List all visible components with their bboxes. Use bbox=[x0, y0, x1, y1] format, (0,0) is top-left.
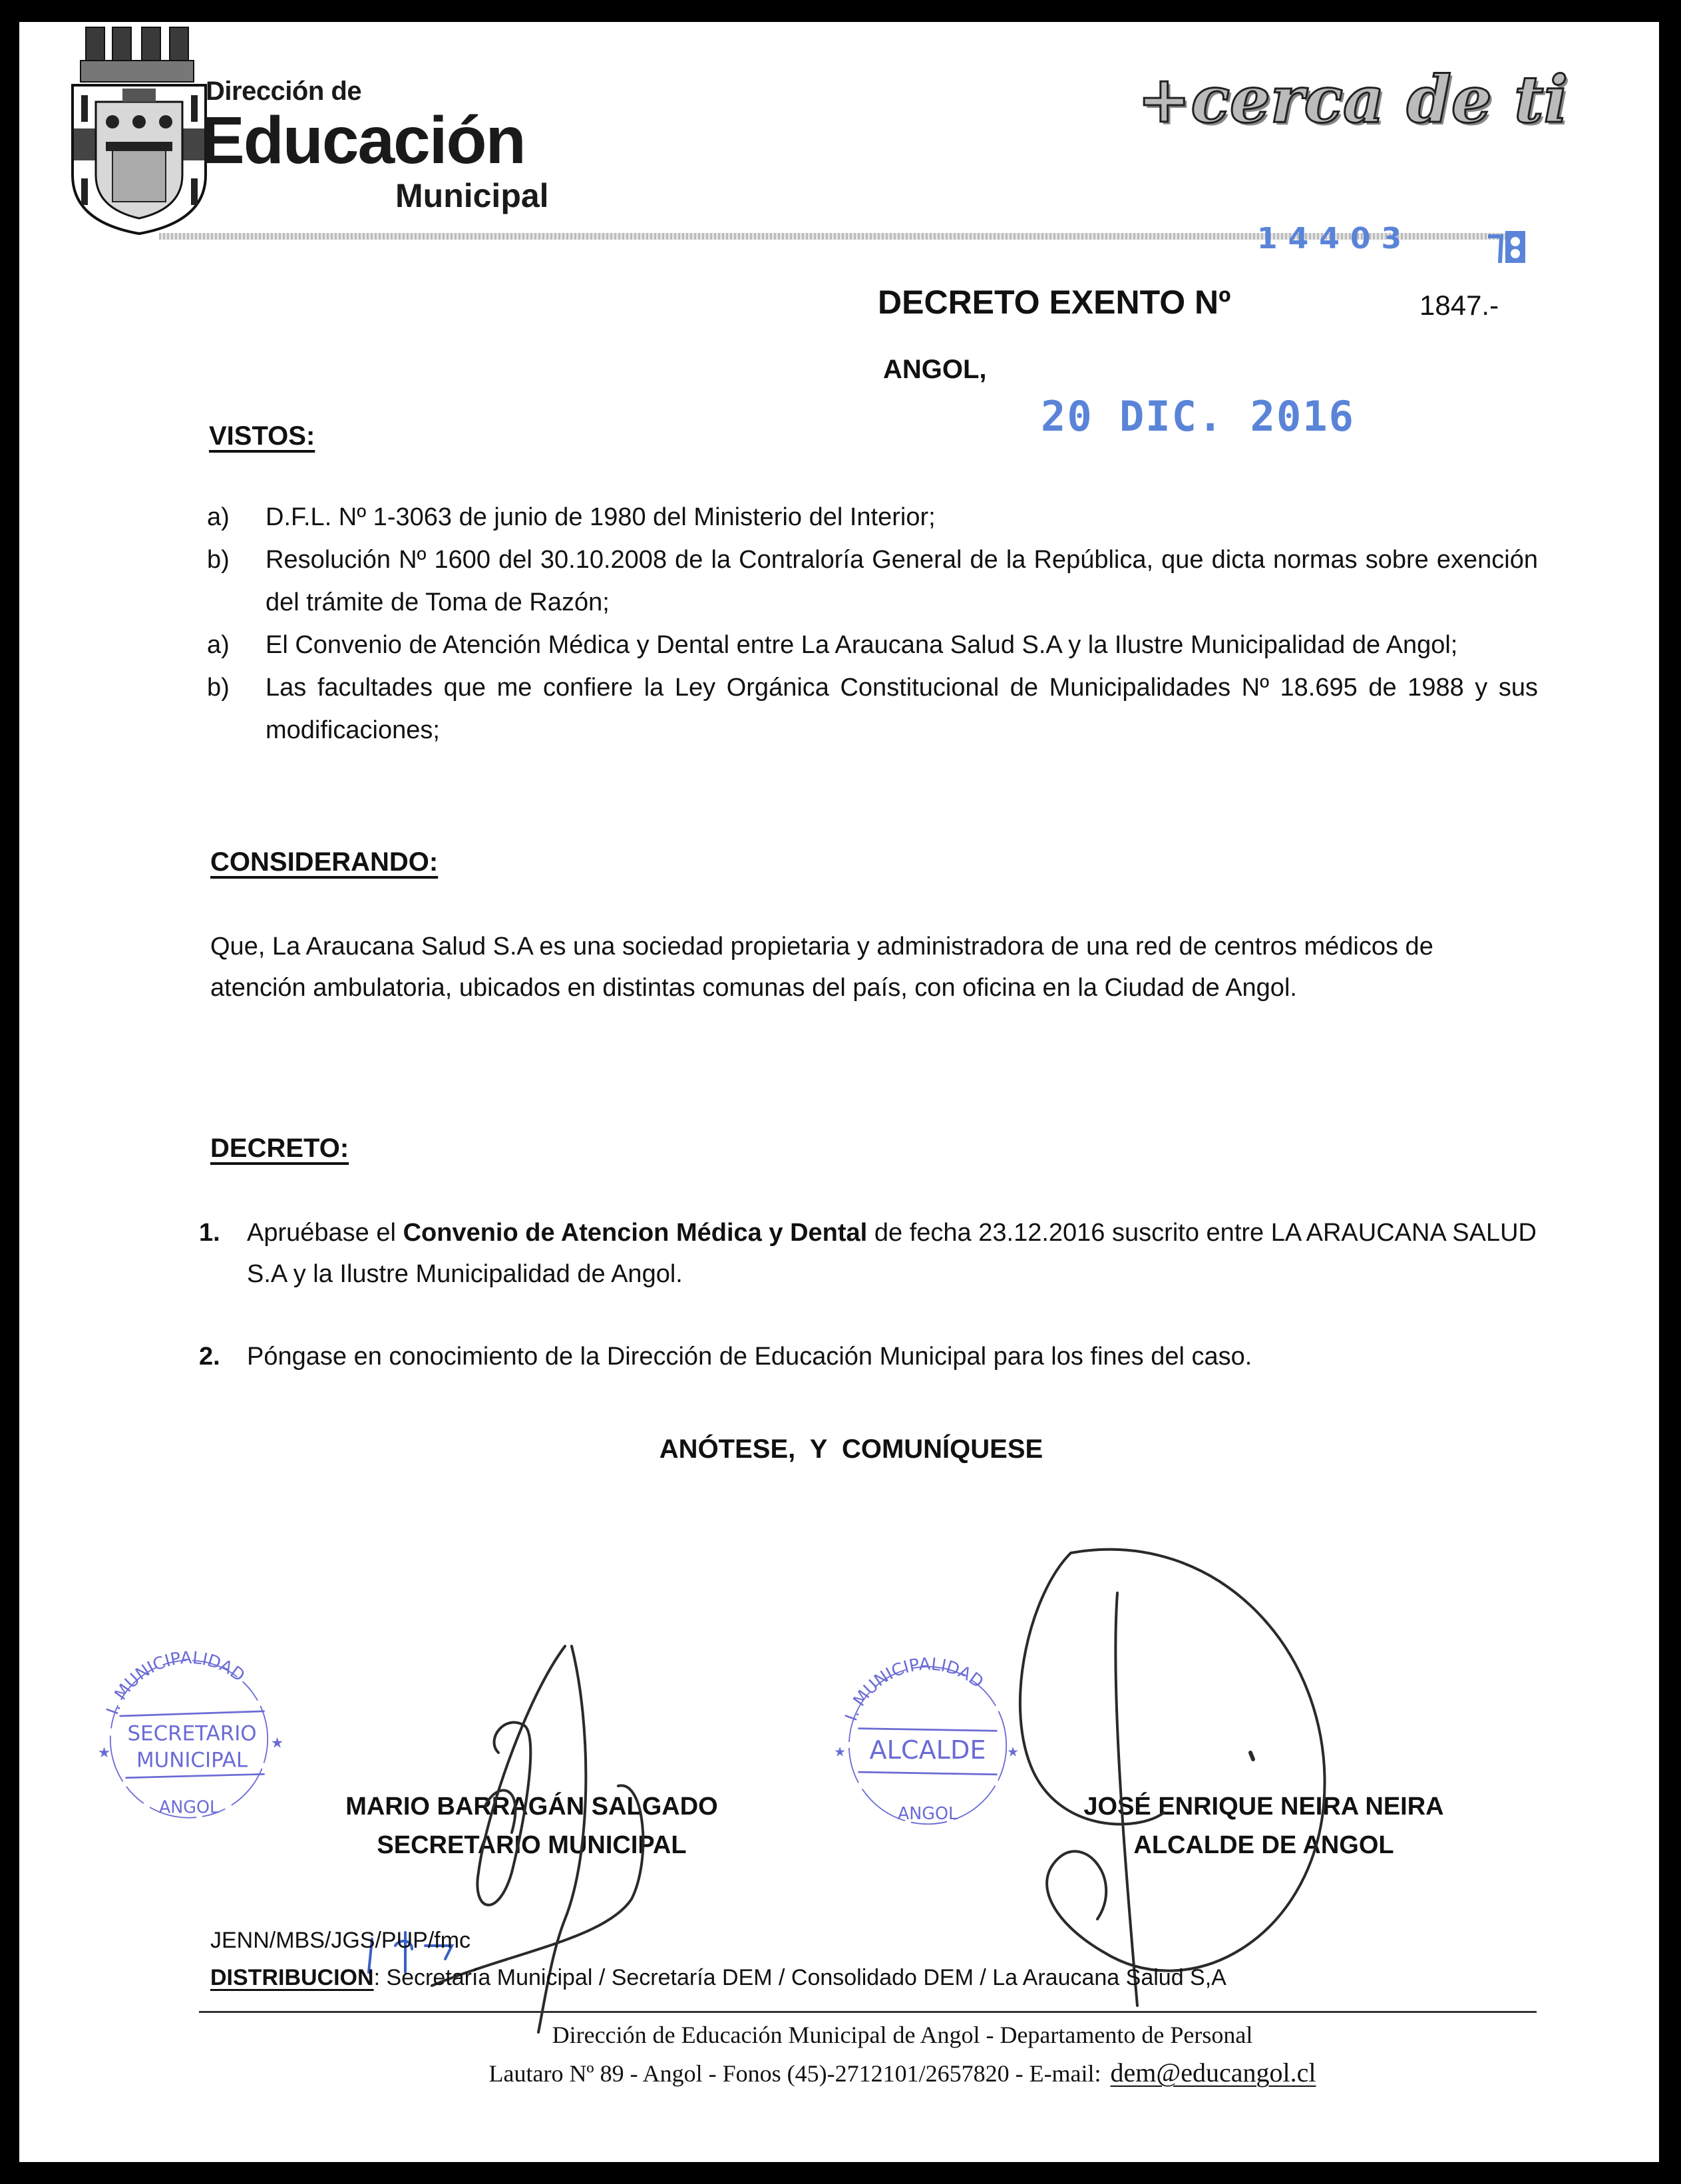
item-text-pre: Apruébase el bbox=[247, 1219, 403, 1247]
item-text: El Convenio de Atención Médica y Dental entre La Araucana Salud S.A y la Ilustre Municipalidad de Angol; bbox=[266, 631, 1458, 659]
footer-line1: Dirección de Educación Municipal de Angol - Departamento de Personal bbox=[552, 2022, 1253, 2048]
decreto-item bbox=[199, 1336, 1537, 1377]
signatory-right-name: JOSÉ ENRIQUE NEIRA NEIRA bbox=[1083, 1793, 1444, 1821]
document-page bbox=[19, 22, 1659, 2162]
seal-star-icon: ★ bbox=[1007, 1745, 1020, 1760]
decree-title: DECRETO EXENTO Nº bbox=[878, 284, 1231, 321]
considerando-text: Que, La Araucana Salud S.A es una sociedad propietaria y administradora de una red de centros médicos de atención ambulatoria, ubicados en distintas comunas del país, con oficina en la Ciudad de Angol. bbox=[210, 933, 1433, 1002]
signature-right bbox=[1020, 1550, 1325, 2006]
signatory-right bbox=[1044, 1787, 1483, 1864]
seal-top-text: I. MUNICIPALIDAD bbox=[841, 1654, 988, 1724]
item-text: D.F.L. Nº 1-3063 de junio de 1980 del Ministerio del Interior; bbox=[266, 503, 936, 531]
vistos-heading: VISTOS: bbox=[209, 421, 315, 451]
seal-star-icon: ★ bbox=[270, 1734, 284, 1751]
decreto-item bbox=[199, 1212, 1537, 1295]
item-text-post: de fecha 23.12.2016 suscrito entre LA ARAUCANA SALUD S.A y la Ilustre Municipalidad de Angol. bbox=[247, 1219, 1537, 1288]
vistos-item bbox=[207, 666, 1538, 752]
item-label: b) bbox=[207, 546, 230, 574]
item-label: b) bbox=[207, 674, 230, 702]
letterhead-line3: Municipal bbox=[395, 177, 549, 214]
secretario-seal bbox=[89, 1646, 289, 1826]
svg-text:I. MUNICIPALIDAD bbox=[841, 1654, 987, 1723]
signatory-left-role: SECRETARIO MUNICIPAL bbox=[377, 1831, 687, 1859]
footer-address: Lautaro Nº 89 - Angol - Fonos (45)-2712101/2657820 - E-mail: bbox=[488, 2060, 1101, 2087]
decree-number: 1847.- bbox=[1419, 290, 1499, 321]
slogan-logo bbox=[1097, 49, 1569, 162]
item-text bbox=[247, 1212, 1537, 1295]
item-text-pre: Póngase en conocimiento de la Dirección de Educación Municipal para los fines del caso. bbox=[247, 1343, 1252, 1371]
seal-top-text: I. MUNICIPALIDAD bbox=[102, 1647, 249, 1717]
footer-divider bbox=[199, 2011, 1537, 2013]
seal-center-text: ALCALDE bbox=[869, 1736, 986, 1766]
reference-initials: JENN/MBS/JGS/PUP/fmc bbox=[210, 1928, 471, 1953]
registry-stamp: 14403 bbox=[1257, 222, 1413, 256]
closing-formula: ANÓTESE, Y COMUNÍQUESE bbox=[659, 1434, 1043, 1464]
vistos-item bbox=[207, 496, 1538, 539]
distribution-text: : Secretaría Municipal / Secretaría DEM / Consolidado DEM / La Araucana Salud S,A bbox=[373, 1965, 1226, 1990]
alcalde-seal bbox=[828, 1646, 1027, 1833]
decreto-list bbox=[199, 1212, 1537, 1419]
stamp-mark-icon bbox=[1487, 230, 1527, 266]
vistos-list bbox=[207, 496, 1538, 752]
seal-bottom-text: ANGOL bbox=[897, 1804, 958, 1824]
distribution-label: DISTRIBUCION bbox=[210, 1965, 374, 1990]
signatory-right-role: ALCALDE DE ANGOL bbox=[1133, 1831, 1394, 1859]
item-label: a) bbox=[207, 631, 230, 659]
item-number: 2. bbox=[199, 1343, 220, 1371]
footer-line2 bbox=[19, 2056, 1659, 2090]
date-stamp: 20 DIC. 2016 bbox=[1041, 392, 1355, 441]
seal-center-text-2: MUNICIPAL bbox=[136, 1748, 248, 1773]
distribution-list bbox=[210, 1964, 1226, 1991]
vistos-item bbox=[207, 624, 1538, 666]
seal-star-icon: ★ bbox=[97, 1743, 111, 1761]
decreto-heading: DECRETO: bbox=[210, 1134, 349, 1163]
footer-email-link[interactable]: dem@educangol.cl bbox=[1110, 2058, 1316, 2087]
place: ANGOL, bbox=[883, 355, 987, 384]
item-number: 1. bbox=[199, 1219, 220, 1247]
signature-dot bbox=[1250, 1753, 1253, 1759]
seal-star-icon: ★ bbox=[834, 1745, 846, 1760]
slogan-text: +cerca de ti bbox=[1137, 62, 1569, 137]
letterhead-line2: Educación bbox=[200, 103, 525, 178]
seal-bottom-text: ANGOL bbox=[158, 1797, 220, 1818]
considerando-heading: CONSIDERANDO: bbox=[210, 847, 439, 877]
item-text: Las facultades que me confiere la Ley Orgánica Constitucional de Municipalidades Nº 18.695 de 1988 y sus modificaciones; bbox=[266, 674, 1538, 744]
signatory-left-name: MARIO BARRAGÁN SALGADO bbox=[345, 1793, 718, 1821]
coat-of-arms-logo bbox=[59, 22, 219, 242]
svg-text:I. MUNICIPALIDAD bbox=[102, 1648, 248, 1717]
vistos-item bbox=[207, 539, 1538, 624]
item-text-bold: Convenio de Atencion Médica y Dental bbox=[403, 1219, 868, 1247]
item-text: Resolución Nº 1600 del 30.10.2008 de la Contraloría General de la República, que dicta normas sobre exención del trámite de Toma de Razón; bbox=[266, 546, 1538, 616]
seal-center-text-1: SECRETARIO bbox=[127, 1721, 257, 1746]
item-label: a) bbox=[207, 503, 230, 531]
letterhead-line1: Dirección de bbox=[206, 77, 362, 106]
item-text bbox=[247, 1336, 1537, 1377]
signatory-left bbox=[312, 1787, 751, 1864]
